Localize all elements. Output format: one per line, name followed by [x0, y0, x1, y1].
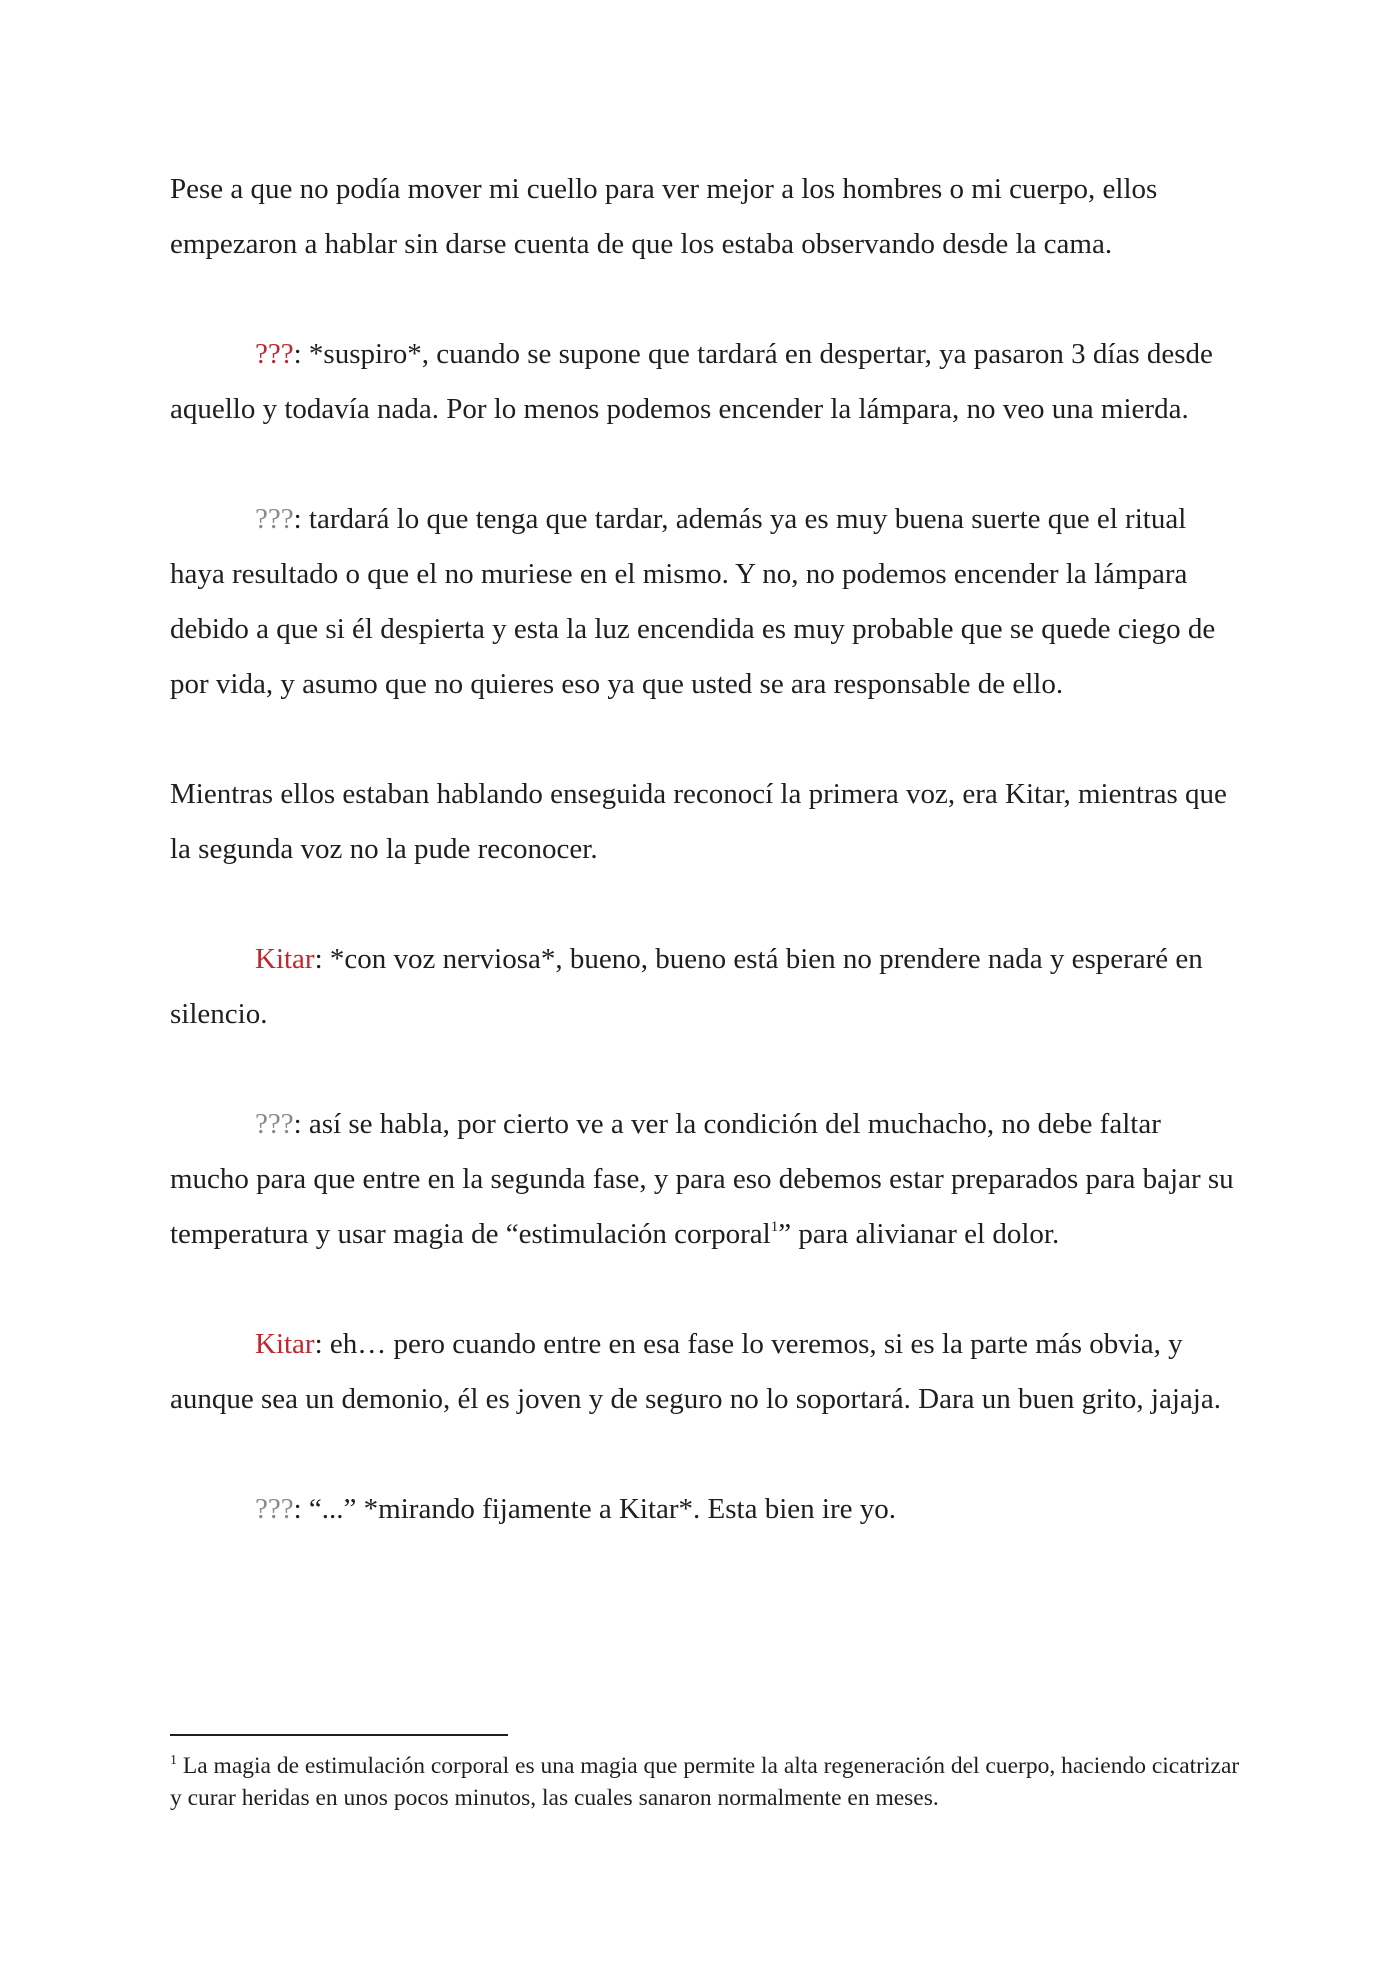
speaker-label: Kitar — [255, 1328, 315, 1360]
dialogue-text: : *con voz nerviosa*, bueno, bueno está bien no prendere nada y esperaré en silencio. — [170, 943, 1203, 1030]
speaker-label: ??? — [255, 338, 294, 370]
dialogue-text: : *suspiro*, cuando se supone que tardará en despertar, ya pasaron 3 días desde aquello y todavía nada. Por lo menos podemos encender la lámpara, no veo una mierda. — [170, 338, 1213, 425]
footnote-text: La magia de estimulación corporal es una magia que permite la alta regeneración del cuerpo, haciendo cicatrizar y curar heridas en unos pocos minutos, las cuales sanaron normalmente en meses. — [170, 1753, 1240, 1811]
dialogue-text: : “...” *mirando fijamente a Kitar*. Esta bien ire yo. — [293, 1493, 896, 1525]
dialogue-paragraph-6 — [170, 1482, 1240, 1537]
speaker-label: ??? — [255, 1493, 294, 1525]
dialogue-paragraph-4 — [170, 1097, 1240, 1262]
footnote-reference[interactable]: 1 — [770, 1219, 779, 1235]
narration-paragraph-2 — [170, 767, 1240, 877]
narration-text: Pese a que no podía mover mi cuello para ver mejor a los hombres o mi cuerpo, ellos empezaron a hablar sin darse cuenta de que los estaba observando desde la cama. — [170, 173, 1158, 260]
dialogue-text: : así se habla, por cierto ve a ver la condición del muchacho, no debe faltar mucho para que entre en la segunda fase, y para eso debemos estar preparados para bajar su temperatura y usar magia de “estimulación corporal — [170, 1108, 1234, 1250]
dialogue-text: : tardará lo que tenga que tardar, además ya es muy buena suerte que el ritual haya resultado o que el no muriese en el mismo. Y no, no podemos encender la lámpara debido a que si él despierta y esta la luz encendida es muy probable que se quede ciego de por vida, y asumo que no quieres eso ya que usted se ara responsable de ello. — [170, 503, 1216, 700]
dialogue-paragraph-5 — [170, 1317, 1240, 1427]
narration-text: Mientras ellos estaban hablando enseguida reconocí la primera voz, era Kitar, mientras que la segunda voz no la pude reconocer. — [170, 778, 1227, 865]
footnote — [170, 1750, 1250, 1814]
dialogue-text: : eh… pero cuando entre en esa fase lo veremos, si es la parte más obvia, y aunque sea un demonio, él es joven y de seguro no lo soportará. Dara un buen grito, jajaja. — [170, 1328, 1221, 1415]
speaker-label: Kitar — [255, 943, 315, 975]
dialogue-paragraph-3 — [170, 932, 1240, 1042]
dialogue-paragraph-2 — [170, 492, 1240, 712]
document-body — [170, 162, 1240, 1592]
dialogue-paragraph-1 — [170, 327, 1240, 437]
footnote-separator — [170, 1734, 508, 1736]
speaker-label: ??? — [255, 503, 294, 535]
speaker-label: ??? — [255, 1108, 294, 1140]
narration-paragraph-1 — [170, 162, 1240, 272]
footnote-number: 1 — [170, 1753, 177, 1768]
dialogue-text-continued: ” para alivianar el dolor. — [778, 1218, 1060, 1250]
